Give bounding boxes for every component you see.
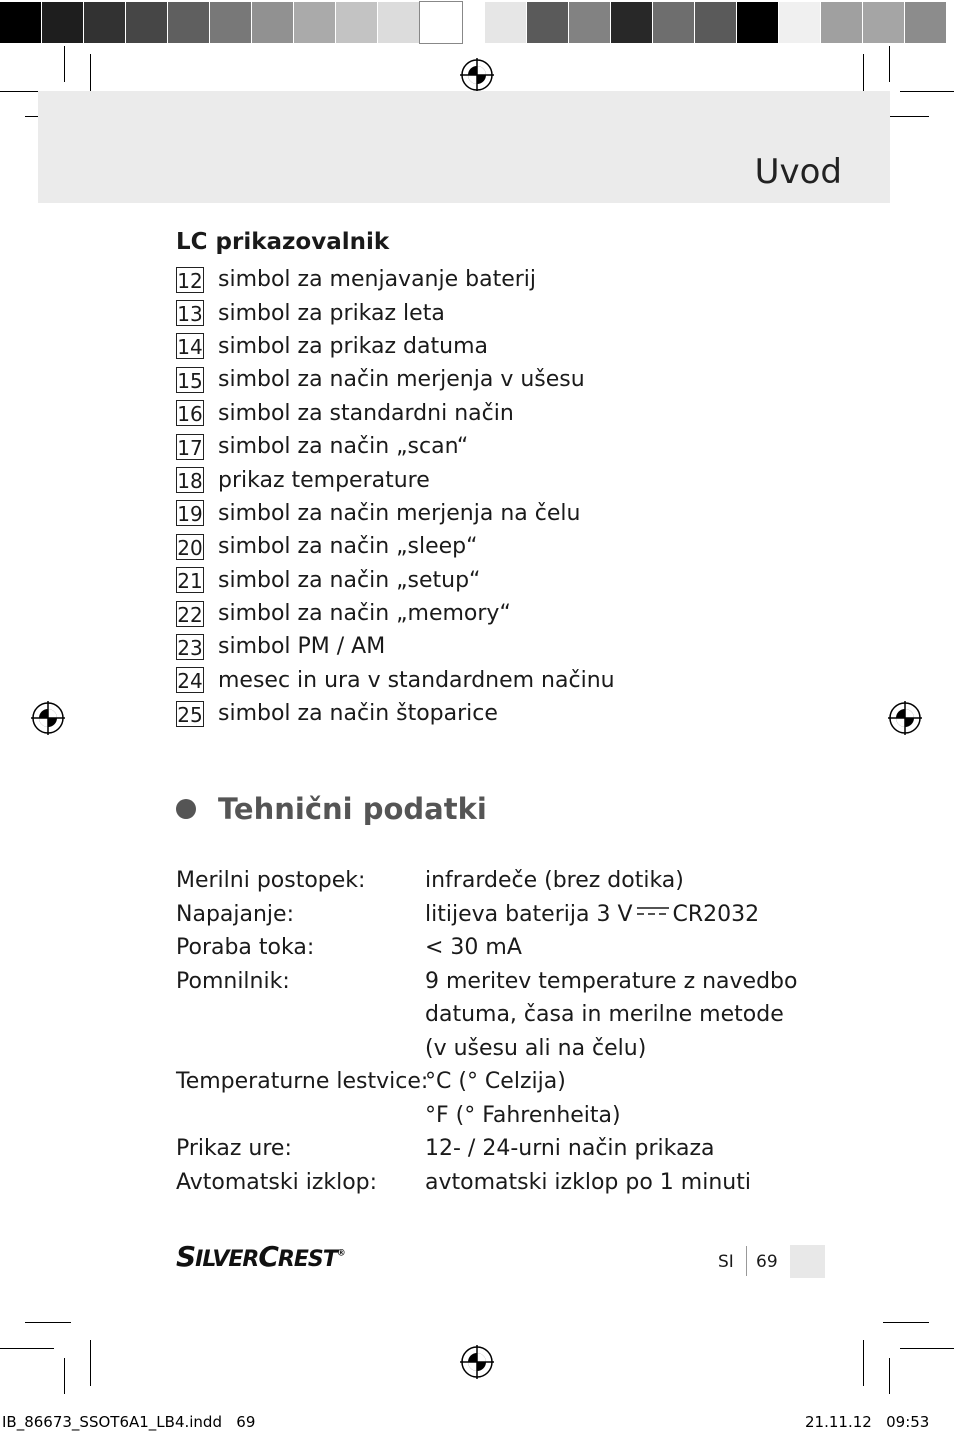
color-swatch <box>737 2 779 43</box>
color-swatch <box>653 2 695 43</box>
spec-value <box>425 1065 805 1132</box>
item-label: simbol za menjavanje baterij <box>218 267 537 293</box>
item-label: simbol za način „setup“ <box>218 567 481 593</box>
crop-mark <box>889 46 890 82</box>
list-item <box>176 363 615 396</box>
list-item <box>176 597 615 630</box>
spec-value-text: < 30 mA <box>425 935 522 960</box>
spec-row <box>176 898 805 932</box>
list-item <box>176 664 615 697</box>
list-item <box>176 397 615 430</box>
spec-value <box>425 1166 805 1200</box>
list-item <box>176 564 615 597</box>
color-swatch <box>420 2 462 43</box>
list-item <box>176 296 615 329</box>
spec-value-line <box>425 965 805 999</box>
battery-type: CR2032 <box>672 901 760 927</box>
item-label: simbol za način merjenja na čelu <box>218 500 581 526</box>
spec-value-line <box>425 1166 805 1200</box>
footer-divider <box>746 1246 747 1276</box>
item-number: 12 <box>177 268 203 293</box>
registration-mark-icon <box>460 1345 494 1379</box>
spec-value-text: (v ušesu ali na čelu) <box>425 1035 647 1061</box>
list-item <box>176 497 615 530</box>
item-number: 24 <box>177 669 203 694</box>
spec-key: Merilni postopek: <box>176 868 366 893</box>
color-swatch <box>378 2 420 43</box>
color-bar-left <box>0 0 462 46</box>
color-swatch <box>294 2 336 43</box>
item-label: mesec in ura v standardnem načinu <box>218 667 615 693</box>
list-item <box>176 530 615 563</box>
color-swatch <box>42 2 84 43</box>
item-label: simbol za prikaz datuma <box>218 333 488 359</box>
crop-mark <box>64 1358 65 1394</box>
crop-mark <box>900 1348 954 1349</box>
spec-value-line <box>425 931 805 965</box>
spec-row <box>176 965 805 1066</box>
item-number: 18 <box>177 469 203 494</box>
item-number: 19 <box>177 502 203 527</box>
crop-mark <box>25 1322 71 1323</box>
list-item <box>176 430 615 463</box>
slug-datetime: 21.11.12 09:53 <box>805 1413 930 1431</box>
spec-row <box>176 1132 805 1166</box>
color-swatch <box>611 2 653 43</box>
crop-mark <box>883 1322 929 1323</box>
item-label: simbol za način merjenja v ušesu <box>218 367 585 393</box>
crop-mark <box>900 91 954 92</box>
spec-value <box>425 965 805 1066</box>
color-swatch <box>569 2 611 43</box>
tech-heading <box>176 792 487 826</box>
spec-value-text: °C (° Celzija) <box>425 1069 566 1094</box>
item-number: 22 <box>177 602 203 627</box>
item-number: 23 <box>177 635 203 660</box>
crop-mark <box>0 1348 54 1349</box>
registration-mark-icon <box>31 701 65 735</box>
color-swatch <box>905 2 947 43</box>
lc-section-title: LC prikazovalnik <box>176 229 390 255</box>
crop-mark <box>889 1358 890 1394</box>
color-swatch <box>779 2 821 43</box>
spec-key: Avtomatski izklop: <box>176 1169 378 1195</box>
spec-value <box>425 931 805 965</box>
spec-value-text: 9 meritev temperature z navedbo <box>425 968 798 994</box>
item-number: 16 <box>177 402 203 427</box>
registration-mark-icon <box>888 701 922 735</box>
list-item <box>176 463 615 496</box>
spec-table <box>176 864 805 1199</box>
spec-value-text: datuma, časa in merilne metode <box>425 1002 784 1027</box>
spec-value-line <box>425 1065 805 1099</box>
crop-mark <box>863 1340 864 1386</box>
color-swatch <box>336 2 378 43</box>
spec-value-line <box>425 1099 805 1133</box>
list-item <box>176 330 615 363</box>
item-label: simbol za način štoparice <box>218 701 498 727</box>
item-label: simbol za prikaz leta <box>218 300 445 326</box>
item-number: 20 <box>177 535 203 560</box>
brand-logo: SILVERCREST® <box>176 1240 345 1273</box>
slug-filename: IB_86673_SSOT6A1_LB4.indd 69 <box>2 1413 256 1431</box>
spec-key: Poraba toka: <box>176 935 315 960</box>
color-swatch <box>527 2 569 43</box>
language-code: SI <box>718 1252 734 1272</box>
spec-key: Prikaz ure: <box>176 1136 292 1161</box>
color-swatch <box>84 2 126 43</box>
color-swatch <box>126 2 168 43</box>
spec-row <box>176 1065 805 1132</box>
list-item <box>176 630 615 663</box>
page-number: 69 <box>756 1252 778 1272</box>
footer-tab <box>790 1245 825 1278</box>
item-number: 15 <box>177 368 203 393</box>
spec-value <box>425 1132 805 1166</box>
item-label: simbol za način „scan“ <box>218 434 469 460</box>
bullet-icon <box>176 799 196 819</box>
crop-mark <box>90 1340 91 1386</box>
item-label: simbol za način „memory“ <box>218 601 511 627</box>
item-number: 17 <box>177 435 203 460</box>
spec-value-line <box>425 1132 805 1166</box>
spec-key: Pomnilnik: <box>176 968 290 994</box>
spec-value-line <box>425 998 805 1032</box>
registration-mark-icon <box>460 58 494 92</box>
spec-value-text: litijeva baterija 3 V <box>425 901 633 927</box>
item-label: prikaz temperature <box>218 467 430 493</box>
item-number: 13 <box>177 302 203 327</box>
item-label: simbol za način „sleep“ <box>218 534 478 560</box>
spec-key: Napajanje: <box>176 901 294 927</box>
spec-value-line <box>425 864 805 898</box>
spec-value-text: 12- / 24-urni način prikaza <box>425 1136 715 1161</box>
color-swatch <box>210 2 252 43</box>
spec-value-text: °F (° Fahrenheita) <box>425 1102 621 1128</box>
crop-mark <box>64 46 65 82</box>
spec-row <box>176 1166 805 1200</box>
page-title: Uvod <box>754 152 842 192</box>
list-item <box>176 697 615 730</box>
color-bar-right <box>485 0 947 46</box>
spec-value <box>425 864 805 898</box>
spec-value-line <box>425 1032 805 1066</box>
spec-row <box>176 864 805 898</box>
spec-row <box>176 931 805 965</box>
color-swatch <box>252 2 294 43</box>
item-label: simbol PM / AM <box>218 634 386 660</box>
item-number: 25 <box>177 702 203 727</box>
color-swatch <box>168 2 210 43</box>
color-swatch <box>485 2 527 43</box>
spec-value-line <box>425 898 805 932</box>
color-swatch <box>0 2 42 43</box>
item-label: simbol za standardni način <box>218 400 514 426</box>
list-item <box>176 263 615 296</box>
spec-key: Temperaturne lestvice: <box>176 1069 429 1094</box>
spec-value-text: infrardeče (brez dotika) <box>425 868 684 893</box>
item-number: 14 <box>177 335 203 360</box>
item-number: 21 <box>177 569 203 594</box>
color-swatch <box>863 2 905 43</box>
color-swatch <box>821 2 863 43</box>
dc-symbol-icon <box>637 906 669 916</box>
color-swatch <box>695 2 737 43</box>
tech-title: Tehnični podatki <box>218 792 487 826</box>
lc-list <box>176 263 615 730</box>
spec-value-text: avtomatski izklop po 1 minuti <box>425 1169 751 1195</box>
spec-value <box>425 898 805 932</box>
